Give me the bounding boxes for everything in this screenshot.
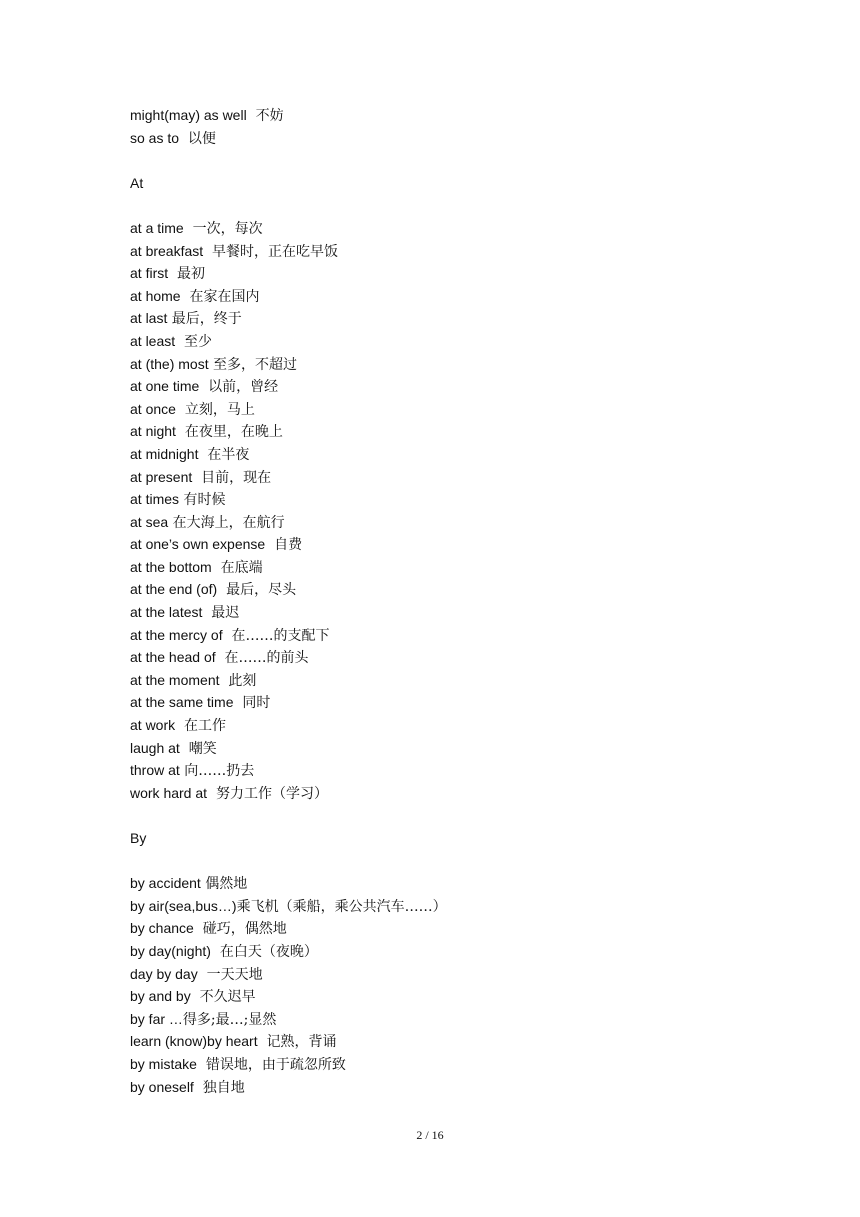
- phrase-chinese: 偶然地: [200, 876, 248, 893]
- phrase-english: at the same time: [130, 694, 234, 711]
- phrase-entry: [130, 872, 770, 895]
- phrase-english: at work: [130, 717, 176, 734]
- phrase-chinese: 立刻，马上: [175, 401, 255, 418]
- phrase-entry: [130, 398, 770, 421]
- phrase-english: by and by: [130, 988, 191, 1005]
- phrase-entry: [130, 285, 770, 308]
- phrase-english: at least: [130, 332, 176, 349]
- phrase-chinese: 同时: [233, 695, 271, 712]
- phrase-english: at home: [130, 287, 181, 304]
- phrase-english: might(may) as well: [130, 107, 247, 123]
- phrase-chinese: 此刻: [219, 672, 257, 689]
- phrase-english: at a time: [130, 219, 184, 236]
- phrase-entry: [130, 782, 770, 805]
- phrase-entry: [130, 759, 770, 782]
- phrase-english: at first: [130, 265, 169, 282]
- phrase-english: by far …: [130, 1010, 183, 1027]
- phrase-entry: [130, 1053, 770, 1076]
- phrase-chinese: 记熟，背诵: [257, 1034, 337, 1051]
- phrase-entry: [130, 488, 770, 511]
- phrase-chinese: 一天天地: [197, 966, 263, 983]
- phrase-chinese: 至少: [175, 333, 213, 350]
- phrase-entry: [130, 330, 770, 353]
- phrase-chinese: 乘飞机（乘船，乘公共汽车……）: [236, 898, 447, 915]
- phrase-entry: [130, 556, 770, 579]
- section-heading: At: [130, 174, 144, 191]
- phrase-entry: [130, 895, 770, 918]
- phrase-chinese: 最后，终于: [167, 311, 242, 328]
- phrase-chinese: 在大海上，在航行: [168, 514, 285, 531]
- phrase-chinese: 以便: [179, 130, 216, 147]
- phrase-entry: [130, 578, 770, 601]
- phrase-chinese: 碰巧，偶然地: [193, 921, 287, 938]
- phrase-chinese: 在夜里，在晚上: [175, 424, 283, 441]
- phrase-chinese: 独自地: [193, 1079, 245, 1096]
- phrase-chinese: 最初: [168, 266, 206, 283]
- phrase-english: at the head of: [130, 649, 216, 666]
- phrase-entry: [130, 533, 770, 556]
- phrase-chinese: 目前，现在: [192, 469, 272, 486]
- spacer: [130, 850, 770, 873]
- phrase-english: by air(sea,bus…): [130, 897, 237, 914]
- phrase-english: at the bottom: [130, 558, 212, 575]
- phrase-entry: [130, 104, 770, 127]
- spacer: [130, 194, 770, 217]
- phrase-chinese: 在工作: [175, 718, 227, 735]
- phrase-entry: [130, 466, 770, 489]
- phrase-entry: [130, 985, 770, 1008]
- phrase-entry: [130, 420, 770, 443]
- phrase-chinese: 得多;最…;显然: [182, 1011, 277, 1028]
- phrase-chinese: 错误地，由于疏忽所致: [196, 1056, 346, 1073]
- phrase-english: work hard at: [130, 784, 208, 801]
- spacer: [130, 804, 770, 827]
- phrase-entry: [130, 1030, 770, 1053]
- phrase-english: at the mercy of: [130, 626, 223, 643]
- phrase-english: by day(night): [130, 942, 211, 959]
- phrase-chinese: 一次，每次: [183, 220, 263, 237]
- phrase-chinese: 在半夜: [198, 446, 250, 463]
- phrase-chinese: 不久迟早: [190, 989, 256, 1006]
- phrase-english: throw at: [130, 762, 180, 779]
- page-number: 2 / 16: [416, 1128, 444, 1142]
- phrase-entry: [130, 737, 770, 760]
- phrase-chinese: 努力工作（学习）: [207, 785, 328, 802]
- phrase-chinese: 嘲笑: [179, 740, 217, 757]
- phrase-entry: [130, 691, 770, 714]
- phrase-english: day by day: [130, 965, 198, 982]
- phrase-chinese: 在……的支配下: [222, 627, 330, 644]
- phrase-english: learn (know)by heart: [130, 1033, 258, 1050]
- phrase-entry: [130, 714, 770, 737]
- phrase-english: at one time: [130, 378, 200, 395]
- phrase-english: at (the) most: [130, 355, 209, 372]
- phrase-list: [130, 104, 770, 1098]
- phrase-chinese: 早餐时，正在吃早饭: [203, 243, 339, 260]
- phrase-entry: [130, 624, 770, 647]
- phrase-english: at the latest: [130, 604, 203, 621]
- phrase-chinese: 在……的前头: [215, 650, 309, 667]
- phrase-chinese: 向……扔去: [179, 763, 255, 780]
- phrase-entry: [130, 240, 770, 263]
- phrase-chinese: 以前，曾经: [199, 379, 279, 396]
- phrase-chinese: 最后，尽头: [217, 582, 297, 599]
- phrase-english: at the end (of): [130, 581, 218, 598]
- phrase-entry: [130, 511, 770, 534]
- spacer: [130, 149, 770, 172]
- phrase-entry: [130, 646, 770, 669]
- phrase-english: at sea: [130, 513, 169, 530]
- phrase-entry: [130, 307, 770, 330]
- phrase-english: at times: [130, 491, 180, 508]
- phrase-chinese: 至多，不超过: [208, 356, 298, 373]
- phrase-chinese: 最迟: [202, 605, 240, 622]
- phrase-english: by oneself: [130, 1078, 194, 1095]
- phrase-entry: [130, 1076, 770, 1099]
- phrase-entry: [130, 217, 770, 240]
- phrase-chinese: 在白天（夜晚）: [210, 943, 318, 960]
- phrase-entry: [130, 963, 770, 986]
- phrase-entry: [130, 669, 770, 692]
- phrase-entry: [130, 127, 770, 150]
- phrase-english: so as to: [130, 129, 180, 146]
- phrase-chinese: 有时候: [179, 492, 226, 509]
- phrase-english: by mistake: [130, 1055, 197, 1072]
- phrase-english: at present: [130, 468, 193, 485]
- phrase-chinese: 在家在国内: [180, 288, 260, 305]
- phrase-english: at breakfast: [130, 242, 204, 259]
- phrase-entry: [130, 940, 770, 963]
- phrase-english: at the moment: [130, 671, 220, 688]
- phrase-english: laugh at: [130, 739, 180, 756]
- phrase-english: at once: [130, 400, 176, 417]
- phrase-english: at midnight: [130, 445, 199, 462]
- phrase-chinese: 自费: [265, 537, 303, 554]
- phrase-entry: [130, 375, 770, 398]
- phrase-entry: [130, 443, 770, 466]
- phrase-english: at last: [130, 310, 168, 327]
- phrase-entry: [130, 353, 770, 376]
- phrase-english: at one’s own expense: [130, 536, 266, 553]
- phrase-entry: [130, 601, 770, 624]
- phrase-english: by chance: [130, 920, 194, 937]
- phrase-entry: [130, 1008, 770, 1031]
- phrase-chinese: 在底端: [211, 559, 263, 576]
- phrase-entry: [130, 917, 770, 940]
- phrase-entry: [130, 262, 770, 285]
- phrase-english: at night: [130, 423, 176, 440]
- section-heading: By: [130, 830, 147, 846]
- phrase-chinese: 不妨: [246, 108, 284, 124]
- phrase-english: by accident: [130, 875, 201, 892]
